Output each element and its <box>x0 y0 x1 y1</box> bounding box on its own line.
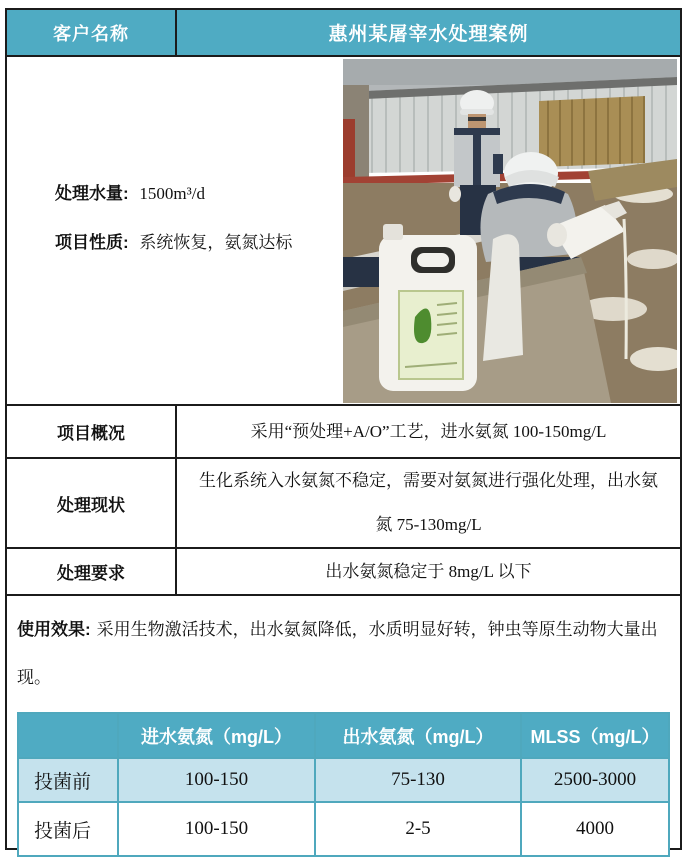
result-comparison-table <box>17 712 670 857</box>
table-row-before-dosing <box>18 758 669 802</box>
before-mlss-value: 2500-3000 <box>521 758 669 802</box>
before-effluent-value: 75-130 <box>315 758 521 802</box>
result-header-blank <box>18 713 118 758</box>
water-volume-label: 处理水量: <box>55 184 129 203</box>
overview-info-block <box>55 179 292 277</box>
site-photo <box>343 59 677 403</box>
document-header-row <box>7 10 680 57</box>
page-title: 惠州某屠宰水处理案例 <box>328 24 529 45</box>
usage-effect-section <box>7 596 680 857</box>
result-header-effluent: 出水氨氮（mg/L） <box>315 713 521 758</box>
treatment-requirement-label: 处理要求 <box>7 549 177 594</box>
after-mlss-value: 4000 <box>521 802 669 856</box>
before-influent-value: 100-150 <box>118 758 315 802</box>
case-study-document <box>5 8 682 850</box>
treatment-requirement-content: 出水氨氮稳定于 8mg/L 以下 <box>325 561 532 581</box>
project-overview-row <box>7 406 680 459</box>
row-label-before: 投菌前 <box>18 758 118 802</box>
project-overview-label: 项目概况 <box>7 406 177 457</box>
usage-effect-paragraph <box>17 606 670 702</box>
project-nature-label: 项目性质: <box>55 233 129 252</box>
treatment-status-row <box>7 459 680 549</box>
project-overview-content: 采用“预处理+A/O”工艺，进水氨氮 100-150mg/L <box>250 421 607 441</box>
water-volume-line <box>55 179 292 204</box>
overview-photo-row <box>7 57 680 406</box>
result-table-header-row <box>18 713 669 758</box>
result-header-influent: 进水氨氮（mg/L） <box>118 713 315 758</box>
treatment-status-content: 生化系统入水氨氮不稳定，需要对氨氮进行强化处理，出水氨氮 75-130mg/L <box>199 471 658 534</box>
project-nature-value: 系统恢复，氨氮达标 <box>139 233 293 252</box>
water-volume-value: 1500m³/d <box>139 184 205 203</box>
customer-name-label: 客户名称 <box>7 10 177 55</box>
site-photo-illustration <box>343 59 677 403</box>
treatment-status-label: 处理现状 <box>7 459 177 547</box>
usage-effect-text: 采用生物激活技术，出水氨氮降低，水质明显好转，钟虫等原生动物大量出现。 <box>17 620 658 687</box>
row-label-after: 投菌后 <box>18 802 118 856</box>
table-row-after-dosing <box>18 802 669 856</box>
project-nature-line <box>55 228 292 253</box>
treatment-requirement-row <box>7 549 680 596</box>
result-header-mlss: MLSS（mg/L） <box>521 713 669 758</box>
after-influent-value: 100-150 <box>118 802 315 856</box>
usage-effect-label: 使用效果: <box>17 620 91 639</box>
after-effluent-value: 2-5 <box>315 802 521 856</box>
